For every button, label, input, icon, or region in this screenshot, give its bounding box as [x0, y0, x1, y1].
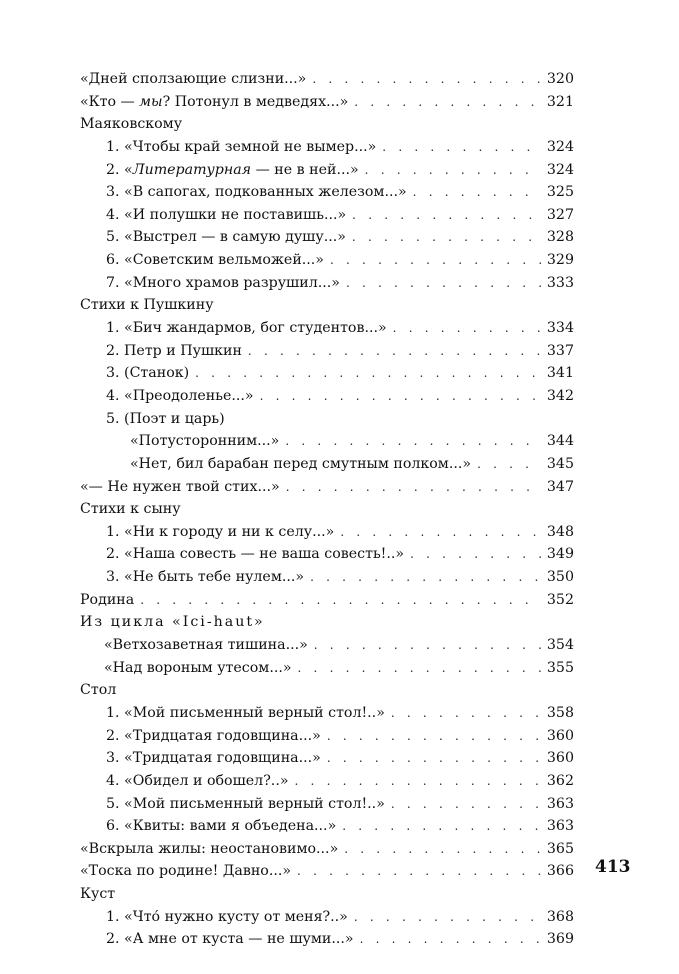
toc-entry-text: 1. «Что́ нужно кусту от меня?..» [106, 908, 348, 925]
toc-entry-page: 369 [546, 931, 574, 948]
toc-entry [80, 408, 574, 431]
dot-leader [286, 476, 541, 499]
dot-leader [352, 204, 541, 227]
toc-entry-text: Стихи к Пушкину [80, 297, 214, 314]
toc-entry-title [80, 838, 338, 861]
toc-entry [80, 430, 574, 453]
toc-entry [80, 226, 574, 249]
toc-entry-text: «Нет, бил барабан перед смутным полком...» [130, 455, 472, 472]
toc-entry-title [80, 204, 346, 227]
toc-entry-text: Стихи к сыну [80, 501, 181, 518]
dot-leader [410, 543, 541, 566]
dot-leader [327, 725, 541, 748]
toc-entry [80, 385, 574, 408]
toc-entry-page: 341 [546, 365, 574, 382]
dot-leader [354, 906, 541, 929]
toc-entry-title [80, 272, 340, 295]
toc-entry-text: 1. «Ни к городу и ни к селу...» [106, 523, 335, 540]
dot-leader [413, 181, 541, 204]
toc-entry-text: Родина [80, 591, 135, 608]
toc-entry-text: 2. «Наша совесть — не ваша совесть!..» [106, 546, 405, 563]
toc-entry [80, 657, 574, 680]
toc-entry-title [80, 136, 376, 159]
toc-entry-text: «Тоска по родине! Давно...» [80, 863, 292, 880]
toc-entry [80, 68, 574, 91]
dot-leader [310, 566, 541, 589]
toc-entry-page: 360 [546, 750, 574, 767]
toc-entry-page: 363 [546, 795, 574, 812]
toc-entry-title [80, 226, 346, 249]
toc-entry-text: 1. «Бич жандармов, бог студентов...» [106, 320, 387, 337]
toc-entry-title [80, 476, 280, 499]
toc-entry-title [80, 860, 291, 883]
toc-entry-page: 329 [546, 252, 574, 269]
toc-entry [80, 181, 574, 204]
toc-entry-text: Куст [80, 886, 116, 903]
toc-entry [80, 793, 574, 816]
dot-leader [391, 702, 541, 725]
table-of-contents [80, 68, 574, 951]
dot-leader [260, 385, 541, 408]
toc-entry-title [80, 385, 254, 408]
page-number: 413 [595, 857, 631, 877]
toc-entry-text: «Над вороным утесом...» [104, 659, 292, 676]
toc-entry [80, 815, 574, 838]
toc-entry-page: 320 [546, 71, 574, 87]
toc-entry-page: 362 [546, 772, 574, 789]
toc-entry [80, 204, 574, 227]
toc-entry-text: 1. «Чтобы край земной не вымер...» [106, 138, 377, 155]
dot-leader [393, 317, 541, 340]
toc-entry [80, 747, 574, 770]
toc-entry-page: 360 [546, 727, 574, 744]
toc-entry-page: 350 [546, 569, 574, 586]
toc-entry [80, 476, 574, 499]
toc-entry-text: 5. (Поэт и царь) [106, 410, 225, 427]
toc-entry-title [80, 521, 334, 544]
toc-entry [80, 838, 574, 861]
dot-leader [352, 226, 541, 249]
toc-entry-page: 337 [546, 342, 574, 359]
toc-entry-text: 5. «Мой письменный верный стол!..» [106, 795, 385, 812]
toc-entry-text: 4. «Преодоленье...» [106, 387, 254, 404]
toc-entry-title [80, 679, 116, 702]
toc-entry [80, 725, 574, 748]
toc-entry-title [80, 340, 242, 363]
toc-entry-page: 342 [546, 387, 574, 404]
toc-entry-page: 349 [546, 546, 574, 563]
toc-entry-text: 6. «Советским вельможей...» [106, 252, 324, 269]
toc-entry-title [80, 408, 225, 431]
toc-entry-page: 345 [546, 455, 574, 472]
toc-entry-page: 368 [546, 908, 574, 925]
toc-entry-text: 6. «Квиты: вами я объедена...» [106, 818, 337, 835]
toc-entry-page: 347 [546, 478, 574, 495]
toc-entry-text: 2. «Тридцатая годовщина...» [106, 727, 321, 744]
toc-entry-title [80, 543, 404, 566]
toc-entry-page: 327 [546, 206, 574, 223]
dot-leader [360, 928, 541, 951]
dot-leader [297, 860, 541, 883]
toc-entry [80, 883, 574, 906]
toc-entry-text: «Вскрыла жилы: неостановимо...» [80, 840, 339, 857]
dot-leader [346, 272, 541, 295]
toc-entry-title [80, 249, 324, 272]
toc-entry-title [80, 906, 348, 929]
toc-entry [80, 770, 574, 793]
toc-entry-title [80, 294, 214, 317]
toc-entry [80, 906, 574, 929]
toc-entry [80, 702, 574, 725]
toc-entry-text: 7. «Много храмов разрушил...» [106, 274, 340, 291]
toc-entry [80, 362, 574, 385]
dot-leader [285, 430, 541, 453]
toc-entry [80, 543, 574, 566]
toc-entry-page: 328 [546, 229, 574, 246]
toc-entry-title [80, 815, 336, 838]
toc-entry [80, 91, 574, 114]
toc-entry-page: 334 [546, 320, 574, 337]
toc-entry [80, 589, 574, 612]
toc-entry-italic-text: мы [139, 93, 163, 110]
toc-entry-page: 333 [546, 274, 574, 291]
toc-entry-text: 2. Петр и Пушкин [106, 342, 242, 359]
toc-entry-text: Из цикла «Ici-haut» [80, 614, 265, 631]
toc-entry-text: — не в ней...» [251, 161, 359, 178]
toc-entry [80, 498, 574, 521]
toc-entry-text: «— Не нужен твой стих...» [80, 478, 280, 495]
toc-entry [80, 453, 574, 476]
dot-leader [354, 91, 541, 114]
toc-entry-title [80, 702, 385, 725]
toc-entry-text: 3. (Станок) [106, 365, 190, 382]
toc-entry-page: 352 [546, 591, 574, 608]
toc-entry-page: 321 [546, 93, 574, 110]
dot-leader [140, 589, 541, 612]
toc-entry-page: 354 [546, 637, 574, 654]
toc-entry [80, 611, 574, 634]
toc-entry-text: 2. « [106, 161, 133, 178]
toc-entry-title [80, 113, 182, 136]
toc-entry [80, 249, 574, 272]
toc-entry [80, 113, 574, 136]
toc-entry [80, 634, 574, 657]
toc-entry-italic-text: Литературная [132, 161, 252, 178]
dot-leader [248, 340, 541, 363]
toc-entry-title [80, 747, 321, 770]
toc-entry-page: 365 [546, 840, 574, 857]
toc-entry-text: 3. «В сапогах, подкованных железом...» [106, 184, 407, 201]
toc-entry-page: 355 [546, 659, 574, 676]
toc-entry-title [80, 725, 321, 748]
toc-entry [80, 340, 574, 363]
toc-entry-text: 1. «Мой письменный верный стол!..» [106, 704, 385, 721]
toc-entry-page: 324 [546, 138, 574, 155]
toc-entry [80, 928, 574, 951]
toc-entry-page: 348 [546, 523, 574, 540]
toc-entry-title [80, 91, 348, 114]
dot-leader [340, 521, 541, 544]
toc-entry-title [80, 498, 181, 521]
dot-leader [342, 815, 541, 838]
toc-entry-title [80, 430, 279, 453]
toc-entry-title [80, 657, 292, 680]
dot-leader [382, 136, 541, 159]
toc-entry-title [80, 793, 385, 816]
toc-entry [80, 294, 574, 317]
toc-entry-text: Стол [80, 682, 117, 699]
dot-leader [344, 838, 541, 861]
toc-entry [80, 317, 574, 340]
dot-leader [295, 770, 541, 793]
toc-entry [80, 566, 574, 589]
toc-entry-title [80, 317, 387, 340]
toc-entry-text: 4. «И полушки не поставишь...» [106, 206, 347, 223]
toc-entry-text: 3. «Не быть тебе нулем...» [106, 569, 305, 586]
toc-entry-text: «Кто — [80, 93, 140, 110]
toc-entry-page: 324 [546, 161, 574, 178]
dot-leader [314, 634, 541, 657]
toc-entry-text: «Дней сползающие слизни...» [80, 71, 307, 87]
dot-leader [365, 159, 541, 182]
toc-entry-title [80, 634, 308, 657]
toc-entry-text: ? Потонул в медведях...» [162, 93, 349, 110]
dot-leader [195, 362, 541, 385]
toc-entry-text: 4. «Обидел и обошел?..» [106, 772, 289, 789]
toc-entry-title [80, 611, 265, 634]
toc-entry-title [80, 181, 407, 204]
dot-leader [327, 747, 541, 770]
toc-entry-page: 325 [546, 184, 574, 201]
toc-entry [80, 159, 574, 182]
dot-leader [477, 453, 541, 476]
toc-entry-text: Маяковскому [80, 116, 183, 133]
toc-entry-page: 358 [546, 704, 574, 721]
dot-leader [312, 68, 541, 91]
toc-entry-text: «Ветхозаветная тишина...» [104, 637, 308, 654]
toc-entry-title [80, 68, 306, 91]
toc-entry [80, 860, 574, 883]
toc-entry-text: «Потусторонним...» [130, 433, 280, 450]
toc-entry-title [80, 159, 359, 182]
toc-entry [80, 136, 574, 159]
toc-entry-page: 344 [546, 433, 574, 450]
toc-entry [80, 272, 574, 295]
toc-entry [80, 521, 574, 544]
dot-leader [330, 249, 541, 272]
toc-entry-text: 5. «Выстрел — в самую душу...» [106, 229, 346, 246]
toc-entry-title [80, 883, 115, 906]
dot-leader [391, 793, 541, 816]
toc-entry [80, 679, 574, 702]
toc-entry-title [80, 928, 354, 951]
toc-entry-title [80, 589, 134, 612]
toc-entry-page: 363 [546, 818, 574, 835]
toc-entry-text: 2. «А мне от куста — не шуми...» [106, 931, 354, 948]
dot-leader [298, 657, 541, 680]
toc-entry-text: 3. «Тридцатая годовщина...» [106, 750, 321, 767]
toc-entry-page: 366 [546, 863, 574, 880]
toc-entry-title [80, 566, 304, 589]
toc-entry-title [80, 362, 189, 385]
toc-entry-title [80, 453, 471, 476]
toc-entry-title [80, 770, 289, 793]
